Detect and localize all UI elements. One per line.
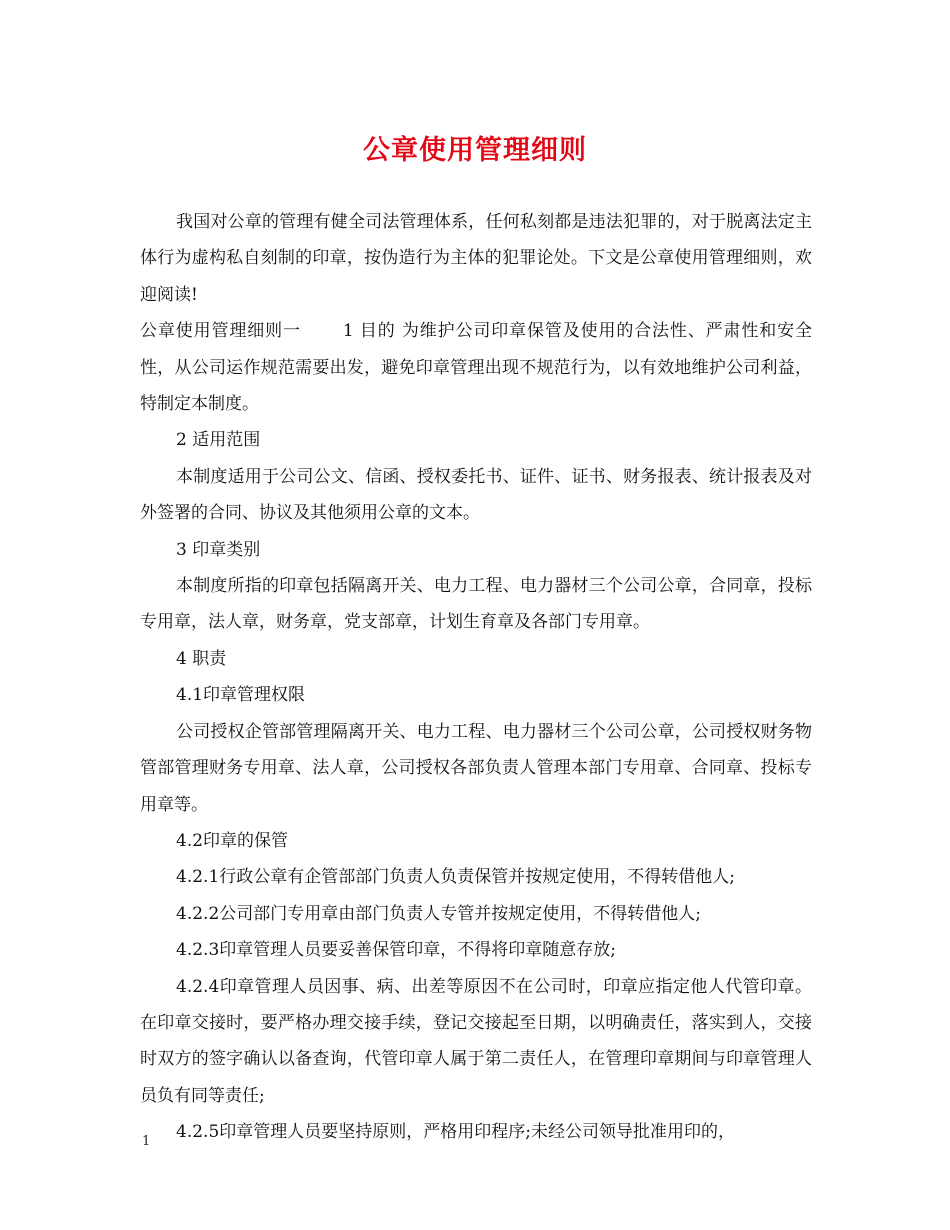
custody-item: 4.2.1行政公章有企管部部门负责人负责保管并按规定使用，不得转借他人; xyxy=(176,867,735,888)
custody-item: 4.2.4印章管理人员因事、病、出差等原因不在公司时，印章应指定他人代管印章。在印章交接时，要严格办理交接手续，登记交接起至日期，以明确责任，落实到人，交接时双方的签字确认以备查询，代管印章人属于第二责任人，在管理印章期间与印章管理人员负有同等责任; xyxy=(140,976,812,1106)
custody-item: 4.2.3印章管理人员要妥善保管印章，不得将印章随意存放; xyxy=(176,940,616,961)
heading-permissions: 4.1印章管理权限 xyxy=(176,685,306,706)
scope-paragraph: 本制度适用于公司公文、信函、授权委托书、证件、证书、财务报表、统计报表及对外签署的合同、协议及其他须用公章的文本。 xyxy=(140,466,812,524)
section-one-text: 1 目的 为维护公司印章保管及使用的合法性、严肃性和安全性，从公司运作规范需要出发，避免印章管理出现不规范行为，以有效地维护公司利益，特制定本制度。 xyxy=(140,321,812,415)
heading-seal-types: 3 印章类别 xyxy=(176,539,261,560)
custody-item: 4.2.5印章管理人员要坚持原则，严格用印程序;未经公司领导批准用印的， xyxy=(176,1122,735,1143)
heading-scope: 2 适用范围 xyxy=(176,430,261,451)
permissions-paragraph: 公司授权企管部管理隔离开关、电力工程、电力器材三个公司公章，公司授权财务物管部管理财务专用章、法人章，公司授权各部负责人管理本部门专用章、合同章、投标专用章等。 xyxy=(140,721,812,815)
section-one-paragraph xyxy=(140,313,812,422)
seal-types-paragraph: 本制度所指的印章包括隔离开关、电力工程、电力器材三个公司公章，合同章，投标专用章，法人章，财务章，党支部章，计划生育章及各部门专用章。 xyxy=(140,576,812,633)
document-body xyxy=(140,204,812,1151)
heading-custody: 4.2印章的保管 xyxy=(176,830,289,851)
page-number: 1 xyxy=(142,1134,151,1149)
document-title: 公章使用管理细则 xyxy=(363,135,587,166)
intro-paragraph: 我国对公章的管理有健全司法管理体系，任何私刻都是违法犯罪的，对于脱离法定主体行为虚构私自刻制的印章，按伪造行为主体的犯罪论处。下文是公章使用管理细则，欢迎阅读! xyxy=(140,212,812,305)
custody-item: 4.2.2公司部门专用章由部门负责人专管并按规定使用，不得转借他人; xyxy=(176,903,701,924)
section-one-label: 公章使用管理细则一 xyxy=(140,321,301,342)
heading-duties: 4 职责 xyxy=(176,648,227,669)
